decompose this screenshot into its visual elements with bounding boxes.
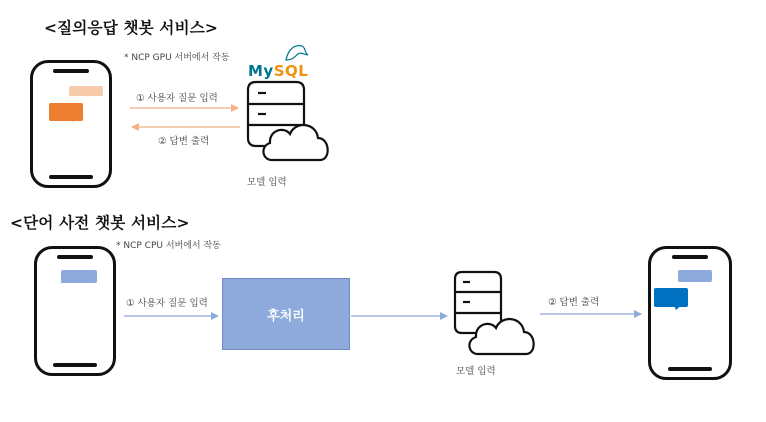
section2-server-note: * NCP CPU 서버에서 작동: [116, 241, 221, 251]
section1-server-note: * NCP GPU 서버에서 작동: [124, 53, 230, 63]
database-server-icon-2: [455, 272, 501, 333]
step2-output-label-2: ② 답변 출력: [548, 297, 600, 308]
model-input-label: 모델 입력: [247, 177, 287, 188]
mysql-logo: MySQL: [248, 62, 309, 80]
step2-output-label: ② 답변 출력: [158, 136, 210, 147]
postprocess-box: 후처리: [222, 278, 350, 350]
mysql-dolphin-icon: [286, 46, 308, 60]
step1-input-label: ① 사용자 질문 입력: [136, 93, 218, 104]
step1-input-label-2: ① 사용자 질문 입력: [126, 298, 208, 309]
section2-title: <단어 사전 챗봇 서비스>: [10, 214, 190, 232]
model-input-label-2: 모델 입력: [456, 366, 496, 377]
section1-title: <질의응답 챗봇 서비스>: [44, 19, 219, 37]
bubble-tail-icon: [60, 278, 70, 284]
bubble-tail-icon: [673, 303, 684, 310]
bubble-tail-icon: [72, 115, 84, 122]
